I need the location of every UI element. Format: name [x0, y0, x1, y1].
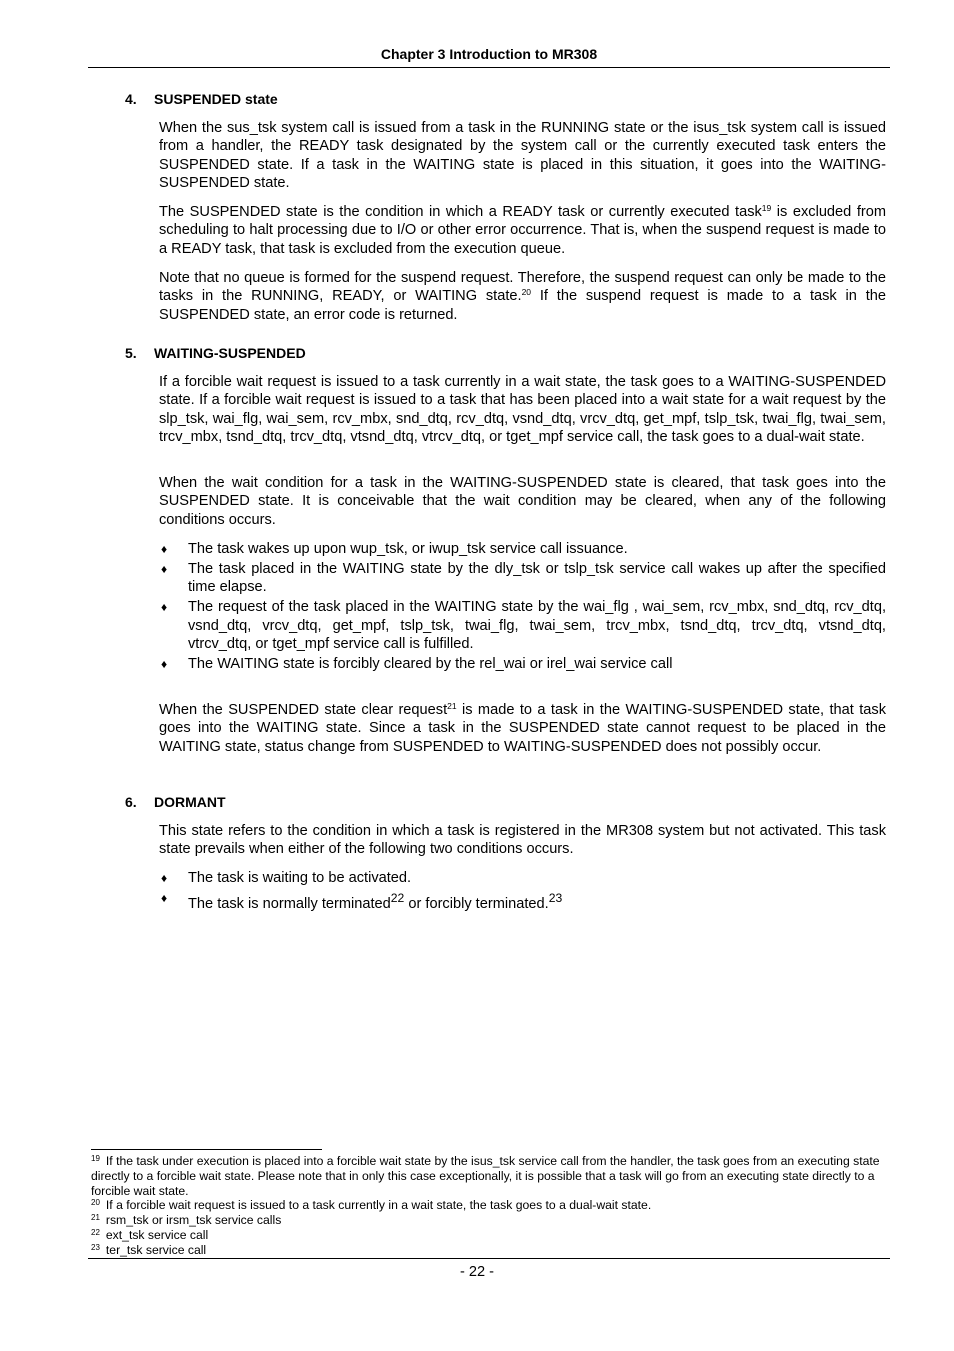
list-item-text: The WAITING state is forcibly cleared by the rel_wai or irel_wai service call	[188, 656, 673, 673]
list-item-text: The request of the task placed in the WAITING state by the wai_flg , wai_sem, rcv_mbx, snd_dtq, rcv_dtq, vsnd_dtq, vrcv_dtq, get_mpf, tslp_tsk, twai_flg, twai_sem, trcv_mbx, tsnd_dtq, trcv_dtq, vtsnd_dtq, vtrcv_dtq, or tget_mpf service call is fulfilled.	[188, 599, 886, 653]
section-4-paragraph-3	[159, 269, 886, 324]
paragraph-text: is made to a task in the WAITING-SUSPENDED state, that task goes into the WAITING state. Since a task in the SUSPENDED state cannot request to be placed in the WAITING state, status change from SUSPENDED to WAITING-SUSPENDED does not possibly occur.	[159, 702, 886, 755]
footnote-mark: 22	[91, 1227, 100, 1237]
paragraph-text: If the suspend request is made to a task in the SUSPENDED state, an error code is returned.	[159, 288, 887, 323]
paragraph-text: The SUSPENDED state is the condition in which a READY task or currently executed task	[159, 204, 762, 220]
paragraph-text: Note that no queue is formed for the suspend request. Therefore, the suspend request can only be made to the tasks in the RUNNING, READY, or WAITING state.	[159, 270, 886, 305]
footnote-ref[interactable]: 20	[521, 287, 532, 298]
section-5-heading	[125, 345, 306, 361]
list-item-text: The task wakes up upon wup_tsk, or iwup_tsk service call issuance.	[188, 541, 628, 557]
footnote-ref[interactable]: 19	[761, 203, 772, 213]
dormant-conditions-list	[159, 869, 886, 915]
footnote-text: If the task under execution is placed into a forcible wait state by the isus_tsk service call from the handler, the task goes from an executing state directly to a forcible wait state. Please note that in only this case exceptionally, it is possible that a task will go from an executing state directly to a forcible wait state.	[91, 1154, 880, 1198]
footnote-ref[interactable]: 23	[548, 891, 563, 905]
list-item	[159, 889, 886, 913]
footnote-23	[91, 1243, 881, 1258]
diamond-bullet-icon: ♦	[161, 600, 168, 615]
paragraph-text: is excluded from scheduling to halt processing due to I/O or other error occurrence. That is, when the suspend request is made to a READY task, that task is excluded from the execution queue.	[159, 204, 887, 257]
section-number: 5.	[125, 345, 137, 361]
chapter-title: Chapter 3 Introduction to MR308	[380, 46, 598, 62]
footnote-ref[interactable]: 21	[447, 701, 457, 711]
section-title: SUSPENDED state	[154, 91, 278, 107]
section-title: WAITING-SUSPENDED	[154, 345, 306, 361]
list-item	[159, 560, 886, 597]
section-6-paragraph-1: This state refers to the condition in which a task is registered in the MR308 system but not activated. This task state prevails when either of the following two conditions occurs.	[159, 823, 886, 858]
wait-clear-conditions-list	[159, 540, 886, 675]
footnote-mark: 20	[91, 1198, 100, 1208]
footnote-text: If a forcible wait request is issued to a task currently in a wait state, the task goes to a dual-wait state.	[105, 1198, 652, 1213]
paragraph-text: When the sus_tsk system call is issued from a task in the RUNNING state or the isus_tsk system call is issued from a handler, the READY task designated by the system call or the currently executed task enters the SUSPENDED state. If a task in the WAITING state is placed in this situation, it goes into the WAITING-SUSPENDED state.	[159, 120, 886, 192]
page-header	[88, 44, 890, 68]
diamond-bullet-icon: ♦	[161, 891, 168, 905]
section-4-paragraph-1	[159, 119, 886, 193]
footnote-separator	[91, 1149, 322, 1150]
footnote-22	[91, 1228, 881, 1243]
list-item-text: or forcibly terminated.	[404, 895, 549, 912]
list-item-text: The task is waiting to be activated.	[188, 870, 412, 886]
section-6-heading	[125, 794, 226, 810]
list-item-text: The task placed in the WAITING state by the dly_tsk or tslp_tsk service call wakes up after the specified time elapse.	[188, 561, 886, 596]
section-title: DORMANT	[154, 794, 226, 810]
section-4-heading	[125, 91, 278, 107]
footnote-text: ter_tsk service call	[105, 1242, 207, 1257]
page-number: - 22 -	[459, 1264, 495, 1280]
diamond-bullet-icon: ♦	[161, 542, 168, 556]
section-5-paragraph-3	[159, 701, 886, 756]
footnote-text: ext_tsk service call	[105, 1227, 209, 1242]
paragraph-text: When the SUSPENDED state clear request	[159, 702, 448, 718]
section-5-paragraph-1: If a forcible wait request is issued to a task currently in a wait state, the task goes to a WAITING-SUSPENDED state. If a forcible wait request is issued to a task that has been placed into a wait state for a wait request by the slp_tsk, wai_flg, wai_sem, rcv_mbx, snd_dtq, rcv_dtq, vsnd_dtq, vrcv_dtq, get_mpf, tslp_tsk, twai_flg, twai_sem, trcv_mbx, tsnd_dtq, trcv_dtq, vtsnd_dtq, vtrcv_dtq, or tget_mpf service call, the task goes to a dual-wait state.	[159, 374, 886, 446]
footnote-mark: 19	[91, 1154, 100, 1163]
footnotes	[91, 1154, 881, 1258]
footnote-mark: 21	[91, 1213, 100, 1223]
diamond-bullet-icon: ♦	[161, 657, 168, 672]
section-number: 4.	[125, 91, 137, 107]
footnote-ref[interactable]: 22	[390, 891, 405, 905]
section-5-paragraph-2: When the wait condition for a task in the WAITING-SUSPENDED state is cleared, that task goes into the SUSPENDED state. It is conceivable that the wait condition may be cleared, when any of the following conditions occurs.	[159, 475, 886, 528]
footnote-21	[91, 1213, 881, 1228]
section-number: 6.	[125, 794, 137, 810]
footnote-20	[91, 1198, 881, 1213]
footnote-mark: 23	[91, 1242, 100, 1252]
footer-rule	[88, 1258, 890, 1259]
diamond-bullet-icon: ♦	[161, 871, 168, 885]
list-item	[159, 598, 886, 653]
list-item	[159, 655, 886, 673]
list-item	[159, 869, 886, 887]
footnote-text: rsm_tsk or irsm_tsk service calls	[105, 1213, 282, 1228]
footnote-19	[91, 1154, 881, 1198]
diamond-bullet-icon: ♦	[161, 562, 168, 576]
list-item-text: The task is normally terminated	[188, 895, 391, 912]
section-4-paragraph-2	[159, 203, 886, 258]
list-item	[159, 540, 886, 558]
